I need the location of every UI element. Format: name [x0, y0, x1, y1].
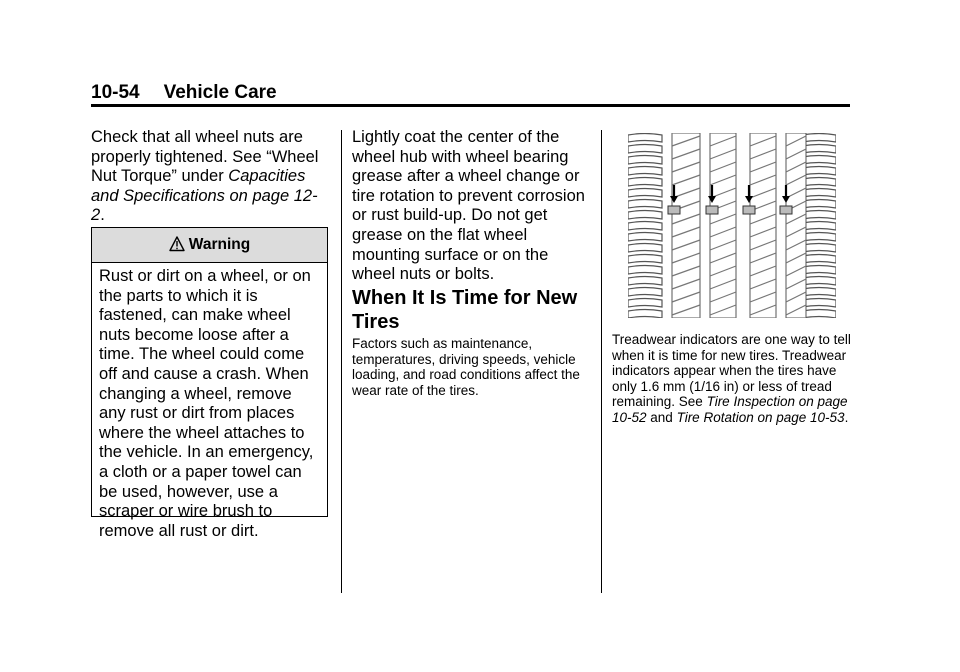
tread-block	[628, 189, 662, 198]
wear-factors-paragraph: Factors such as maintenance, temperatures, driving speeds, vehicle loading, and road conditions affect the wear rate of the tires.	[352, 336, 580, 398]
tread-block	[802, 255, 836, 264]
warning-triangle-icon	[169, 236, 185, 252]
tread-block	[628, 310, 662, 319]
tread-block	[628, 288, 662, 297]
tread-block	[628, 255, 662, 264]
warning-text: Rust or dirt on a wheel, or on the parts to which it is fastened, can make wheel nuts become loose after a time. The wheel could come off and cause a crash. When changing a wheel, remove any rust or dirt from places where the wheel attaches to the vehicle. In an emergency, a cloth or a paper towel can be used, however, use a scraper or wire brush to remove all rust or dirt.	[99, 267, 314, 540]
warning-title: Warning	[188, 236, 251, 253]
tread-block	[628, 145, 662, 154]
tread-block	[628, 200, 662, 209]
tread-rib	[672, 133, 700, 318]
tread-block	[802, 299, 836, 308]
warning-box	[91, 227, 328, 540]
wheel-nuts-paragraph	[91, 128, 331, 226]
tread-rib	[710, 133, 736, 318]
column-divider-1	[341, 130, 342, 593]
and-text: and	[646, 409, 677, 425]
tread-block	[802, 134, 836, 143]
treadwear-bar	[780, 206, 792, 214]
column-divider-2	[601, 130, 602, 593]
intro-text: Check that all wheel nuts are properly tightened. See “Wheel Nut Torque” under	[91, 128, 319, 186]
page-number: 10-54	[91, 82, 140, 103]
tread-block	[802, 178, 836, 187]
warning-header	[92, 228, 327, 263]
tire-inspection-link[interactable]: Tire Inspection on page 10-52	[612, 394, 848, 425]
tread-block	[802, 211, 836, 220]
treadwear-bar	[706, 206, 718, 214]
tread-block	[628, 134, 662, 143]
section-title: Vehicle Care	[163, 82, 277, 103]
tread-block	[628, 277, 662, 286]
tread-block	[628, 299, 662, 308]
treadwear-indicator-illustration	[628, 133, 836, 318]
tread-block	[628, 178, 662, 187]
tread-block	[628, 222, 662, 231]
intro-end: .	[100, 206, 105, 225]
header-rule	[91, 104, 850, 107]
treadwear-paragraph	[612, 332, 857, 426]
tread-rib	[750, 133, 776, 318]
tread-block	[628, 244, 662, 253]
tread-text: Treadwear indicators are one way to tell when it is time for new tires. Treadwear indicators appear when the tires have only 1.6 mm (1/16 in) or less of tread remaining. See	[612, 332, 851, 410]
tread-block	[802, 156, 836, 165]
treadwear-bar	[668, 206, 680, 214]
tread-block	[802, 244, 836, 253]
tire-rotation-link[interactable]: Tire Rotation on page 10-53	[676, 409, 845, 425]
end-text: .	[844, 409, 849, 425]
coat-paragraph: Lightly coat the center of the wheel hub with wheel bearing grease after a wheel change or tire rotation to prevent corrosion or rust build-up. Do not get grease on the flat wheel mounting surface or on the wheel nuts or bolts.	[352, 128, 585, 284]
tread-rib	[786, 133, 806, 318]
tread-block	[802, 189, 836, 198]
tread-block	[802, 200, 836, 209]
tread-block	[628, 156, 662, 165]
tread-block	[802, 310, 836, 319]
capacities-link[interactable]: Capacities and Specifications on page 12-2	[91, 167, 318, 225]
tread-block	[802, 288, 836, 297]
tread-block	[802, 145, 836, 154]
tread-block	[628, 233, 662, 242]
page-header	[91, 82, 277, 104]
column-2	[352, 128, 592, 285]
column-1	[91, 128, 331, 226]
tread-block	[802, 233, 836, 242]
tread-block	[802, 277, 836, 286]
treadwear-bar	[743, 206, 755, 214]
tread-block	[628, 167, 662, 176]
tire-tread-pattern	[628, 133, 836, 318]
new-tires-heading: When It Is Time for New Tires	[352, 287, 578, 333]
tread-block	[802, 266, 836, 275]
tread-block	[628, 211, 662, 220]
tread-block	[628, 266, 662, 275]
tread-block	[802, 167, 836, 176]
tread-block	[802, 222, 836, 231]
